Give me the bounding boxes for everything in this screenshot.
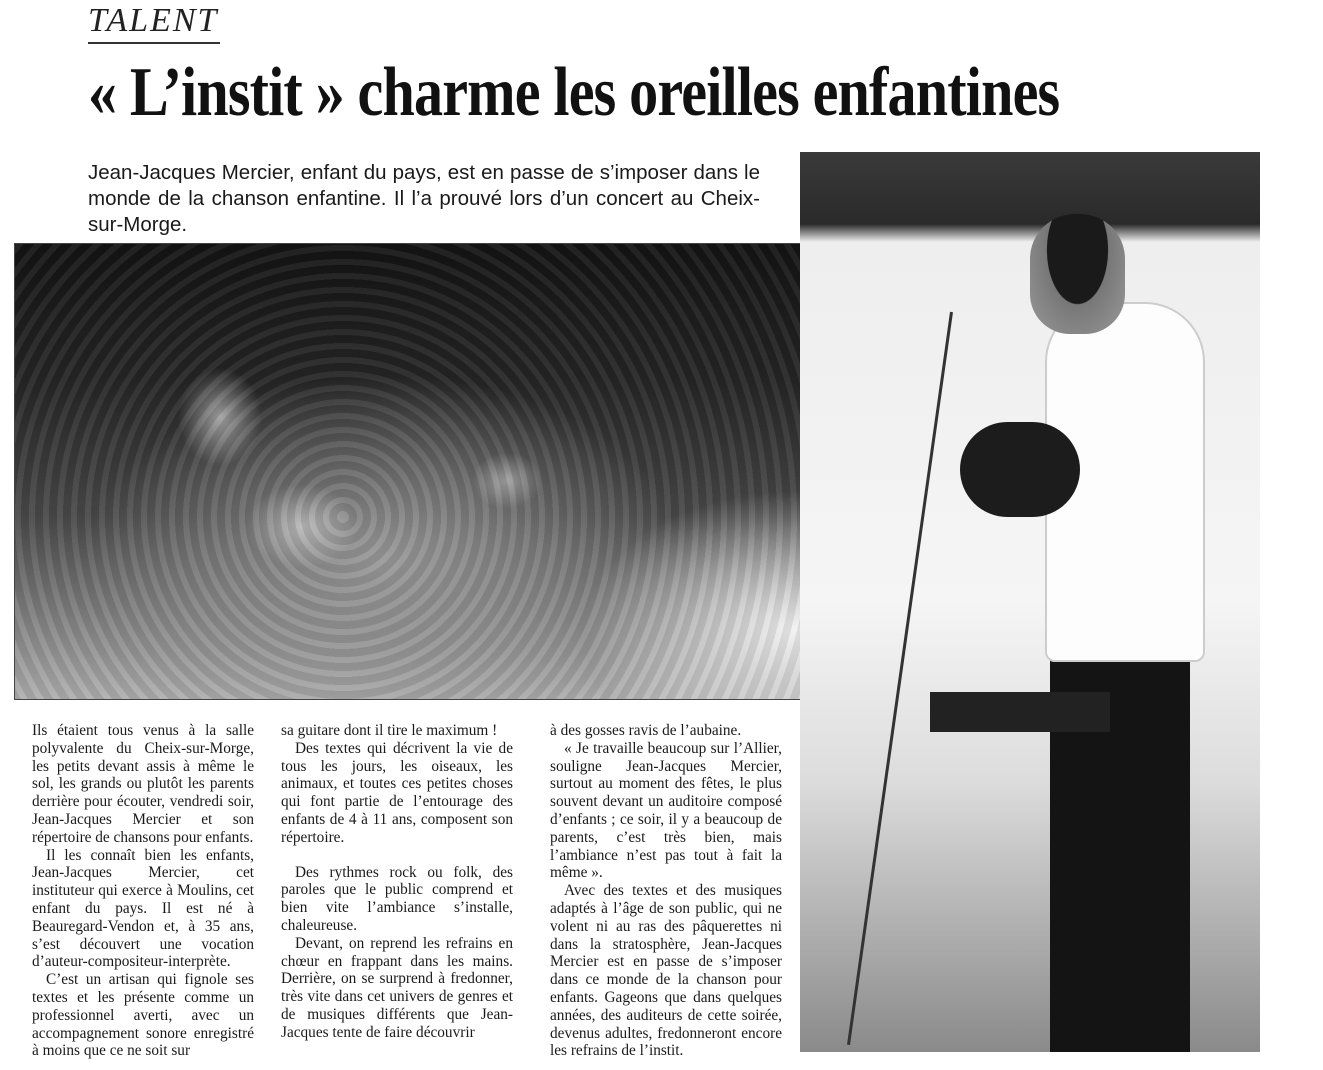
paragraph: Devant, on reprend les refrains en chœur en frappant dans les mains. Derrière, on se surprend à fredonner, très vite dans cet univers de genres et de musiques différents que Jean-Jacques tente de faire découvrir (281, 934, 513, 1041)
standfirst: Jean-Jacques Mercier, enfant du pays, est en passe de s’imposer dans le monde de la chanson enfantine. Il l’a prouvé lors d’un concert au Cheix-sur-Morge. (88, 161, 760, 236)
guitar-shape (960, 422, 1080, 517)
paragraph: à des gosses ravis de l’aubaine. (550, 722, 742, 739)
paragraph: Ils étaient tous venus à la salle polyvalente du Cheix-sur-Morge, les petits devant assis à même le sol, les grands ou plutôt les parents derrière pour écouter, vendredi soir, Jean-Jacques Mercier et son répertoire de chansons pour enfants. (32, 722, 254, 846)
paragraph: C’est un artisan qui fignole ses textes et les présente comme un professionnel averti, avec un accompagnement sonore enregistré à moins que ce ne soit sur (32, 971, 254, 1060)
paragraph: sa guitare dont il tire le maximum ! (281, 722, 498, 739)
audience-photo (14, 243, 836, 700)
singer-head-shape (1030, 214, 1125, 334)
paragraph: « Je travaille beaucoup sur l’Allier, souligne Jean-Jacques Mercier, surtout au moment des fêtes, le plus souvent devant un auditoire composé d’enfants ; ce soir, il y a beaucoup de parents, c’est très bien, mais l’ambiance n’est pas tout à fait la même ». (550, 739, 782, 882)
mic-stand-shape (847, 312, 953, 1045)
chair-shape (930, 692, 1110, 732)
article-column-1 (32, 722, 254, 1060)
paragraph: Avec des textes et des musiques adaptés à l’âge de son public, qui ne volent ni au ras des pâquerettes ni dans la stratosphère, Jean-Jacques Mercier est en passe de s’imposer dans ce monde de la chanson pour enfants. Gageons que dans quelques années, des auditeurs de cette soirée, devenus adultes, fredonneront encore les refrains de l’instit. (550, 882, 782, 1060)
singer-photo (800, 152, 1260, 1052)
article-column-2 (281, 722, 513, 1042)
article-column-3 (550, 722, 782, 1060)
paragraph: Des rythmes rock ou folk, des paroles que le public comprend et bien vite l’ambiance s’installe, chaleureuse. (281, 863, 513, 934)
paragraph: Des textes qui décrivent la vie de tous les jours, les oiseaux, les animaux, et toutes ces petites choses qui font partie de l’entourage des enfants de 4 à 11 ans, composent son répertoire. (281, 739, 513, 846)
headline: « L’instit » charme les oreilles enfantines (88, 54, 1060, 131)
paragraph: Il les connaît bien les enfants, Jean-Jacques Mercier, cet instituteur qui exerce à Moulins, cet enfant du pays. Il est né à Beauregard-Vendon et, à 35 ans, s’est découvert une vocation d’auteur-compositeur-interprète. (32, 846, 254, 971)
section-kicker: TALENT (88, 2, 220, 44)
